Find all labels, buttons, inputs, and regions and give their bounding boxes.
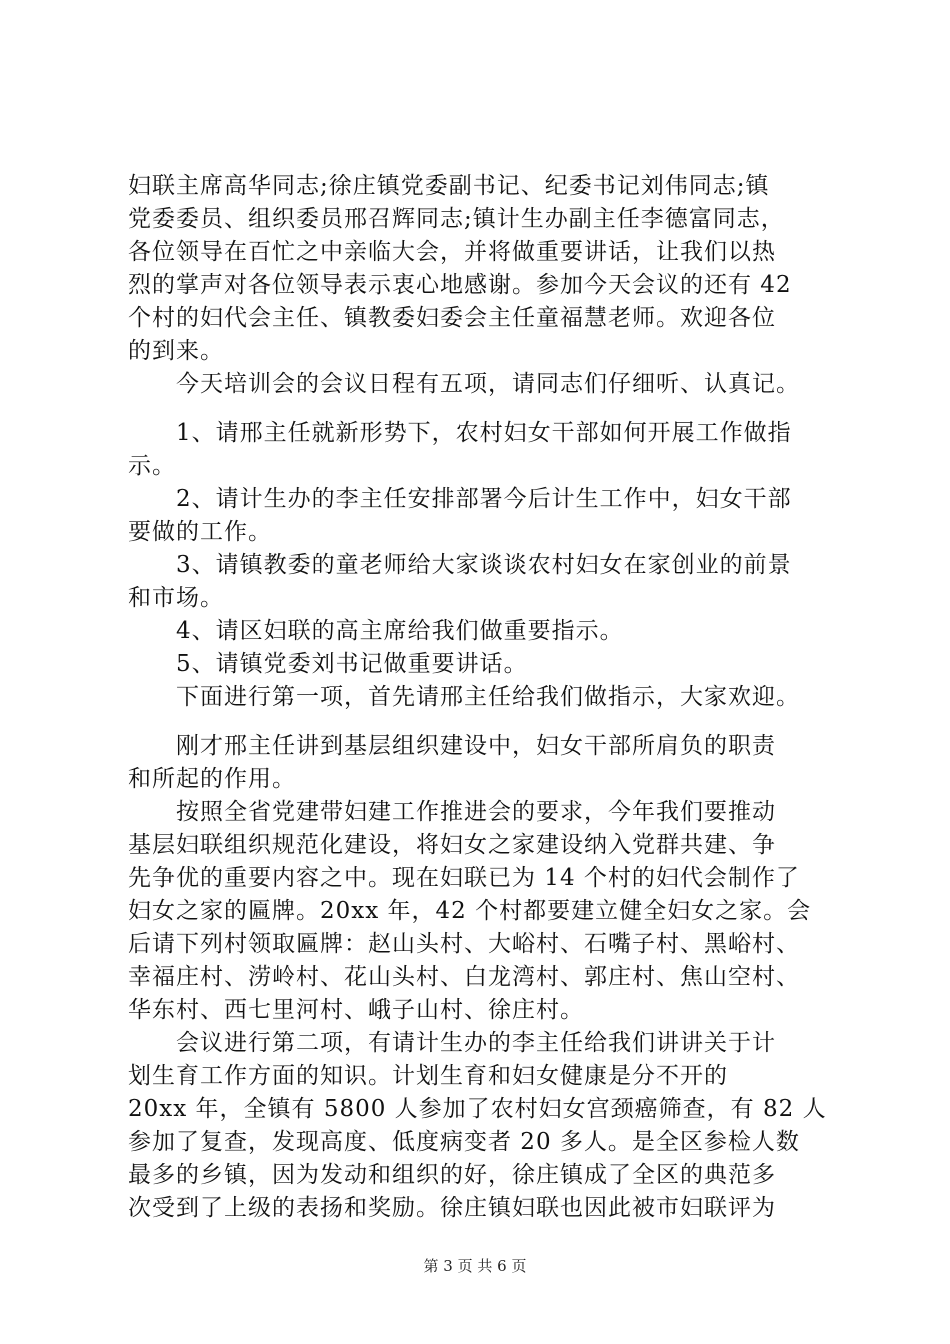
text-line: 各位领导在百忙之中亲临大会，并将做重要讲话，让我们以热: [128, 239, 776, 265]
text-line: 次受到了上级的表扬和奖励。徐庄镇妇联也因此被市妇联评为: [128, 1195, 776, 1221]
text-line: 参加了复查，发现高度、低度病变者 20 多人。是全区参检人数: [128, 1129, 800, 1155]
paragraph-gap: [128, 401, 833, 417]
text-line: 4、请区妇联的高主席给我们做重要指示。: [128, 618, 624, 644]
text-line: 今天培训会的会议日程有五项，请同志们仔细听、认真记。: [128, 371, 800, 397]
text-line: 最多的乡镇，因为发动和组织的好，徐庄镇成了全区的典范多: [128, 1162, 776, 1188]
text-line: 后请下列村领取匾牌：赵山头村、大峪村、石嘴子村、黑峪村、: [128, 931, 800, 957]
text-line: 20xx 年，全镇有 5800 人参加了农村妇女宫颈癌筛查，有 82 人: [128, 1096, 827, 1122]
text-line: 要做的工作。: [128, 519, 272, 545]
text-line: 烈的掌声对各位领导表示衷心地感谢。参加今天会议的还有 42: [128, 272, 792, 298]
text-line: 先争优的重要内容之中。现在妇联已为 14 个村的妇代会制作了: [128, 865, 800, 891]
text-line: 2、请计生办的李主任安排部署今后计生工作中，妇女干部: [128, 486, 792, 512]
text-line: 按照全省党建带妇建工作推进会的要求，今年我们要推动: [128, 799, 776, 825]
text-line: 华东村、西七里河村、峨子山村、徐庄村。: [128, 997, 584, 1023]
page-footer: 第 3 页 共 6 页: [423, 1257, 527, 1275]
text-line: 妇女之家的匾牌。20xx 年，42 个村都要建立健全妇女之家。会: [128, 898, 812, 924]
text-line: 刚才邢主任讲到基层组织建设中，妇女干部所肩负的职责: [128, 733, 776, 759]
text-line: 个村的妇代会主任、镇教委妇委会主任童福慧老师。欢迎各位: [128, 305, 776, 331]
text-line: 5、请镇党委刘书记做重要讲话。: [128, 651, 528, 677]
text-line: 会议进行第二项，有请计生办的李主任给我们讲讲关于计: [128, 1030, 776, 1056]
text-line: 下面进行第一项，首先请邢主任给我们做指示，大家欢迎。: [128, 684, 800, 710]
text-line: 基层妇联组织规范化建设，将妇女之家建设纳入党群共建、争: [128, 832, 776, 858]
text-line: 党委委员、组织委员邢召辉同志;镇计生办副主任李德富同志，: [128, 206, 785, 232]
text-line: 和市场。: [128, 585, 224, 611]
text-line: 1、请邢主任就新形势下，农村妇女干部如何开展工作做指: [128, 420, 792, 446]
document-body: [128, 170, 833, 1225]
paragraph-gap: [128, 714, 833, 730]
text-line: 3、请镇教委的童老师给大家谈谈农村妇女在家创业的前景: [128, 552, 792, 578]
text-line: 划生育工作方面的知识。计划生育和妇女健康是分不开的: [128, 1063, 728, 1089]
text-line: 和所起的作用。: [128, 766, 296, 792]
text-line: 幸福庄村、涝岭村、花山头村、白龙湾村、郭庄村、焦山空村、: [128, 964, 800, 990]
text-line: 妇联主席高华同志;徐庄镇党委副书记、纪委书记刘伟同志;镇: [128, 173, 770, 199]
text-line: 示。: [128, 453, 176, 479]
text-line: 的到来。: [128, 338, 224, 364]
